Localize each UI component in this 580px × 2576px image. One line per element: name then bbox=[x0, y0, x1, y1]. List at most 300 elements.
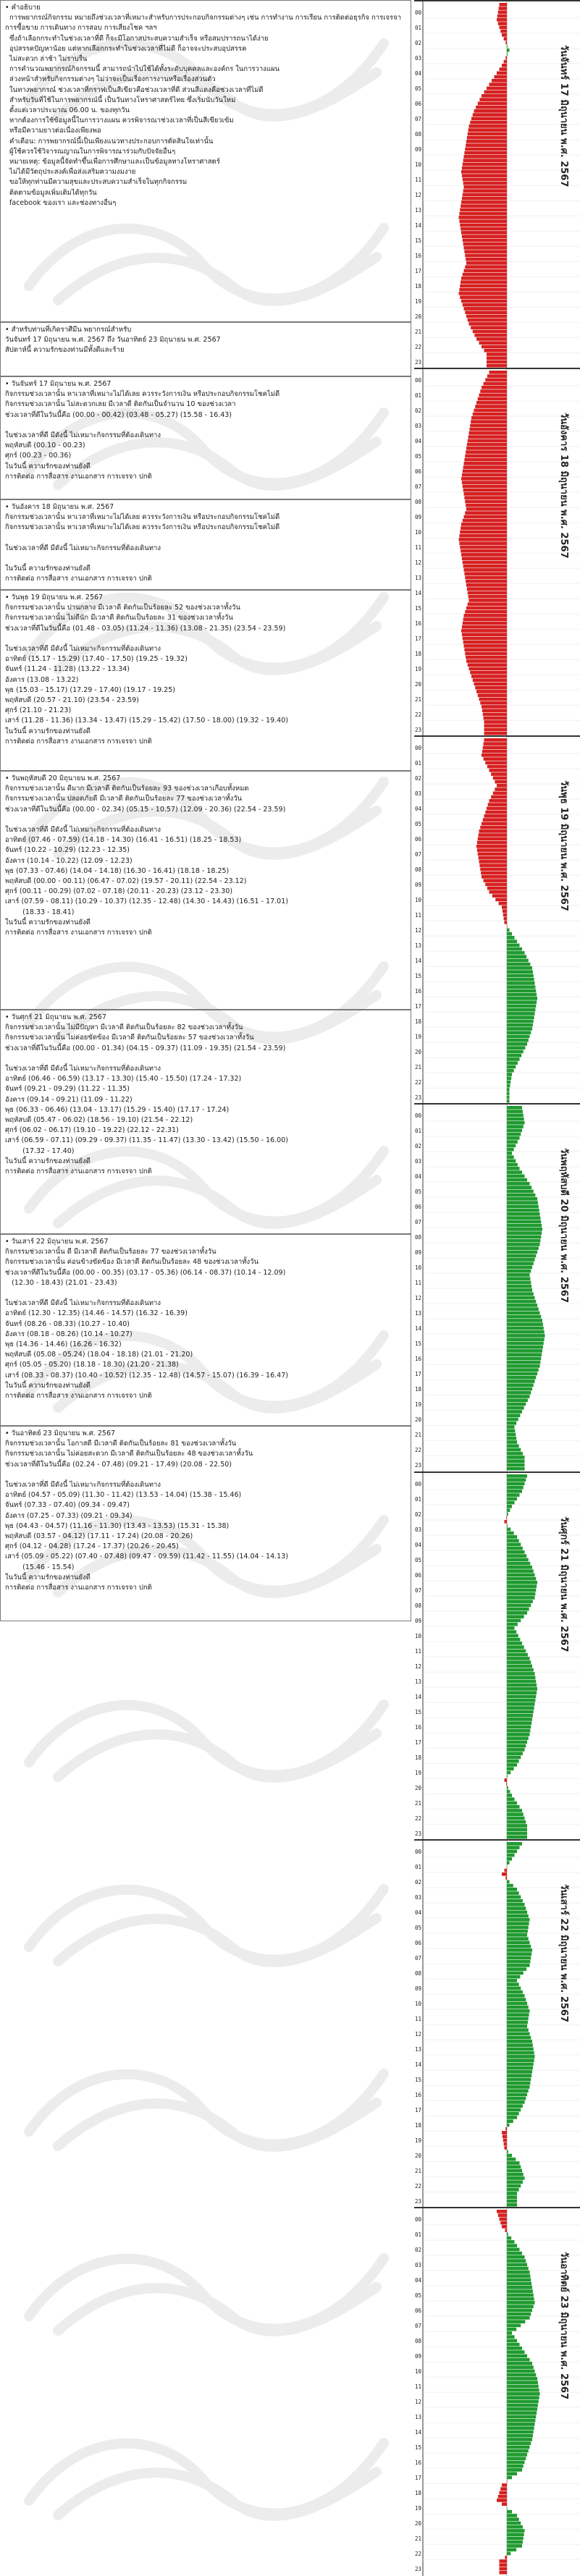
hour-tick-label: 12 bbox=[415, 2030, 422, 2037]
text-line: ในช่วงเวลาที่ดี มีดังนี้ ไม่เหมาะกิจกรรมที่ต้องเดินทาง bbox=[5, 1065, 161, 1073]
bad-time-bar bbox=[462, 473, 507, 477]
text-line: กิจกรรมช่วงเวลานั้น ไม่มีปัญหา มีเวลาดี ติดกันเป็นร้อยละ 82 ของช่วงเวลาทั้งวัน bbox=[5, 1023, 243, 1032]
bad-time-bar bbox=[468, 128, 507, 132]
hour-tick-label: 13 bbox=[415, 1310, 422, 1317]
bad-time-bar bbox=[468, 439, 507, 443]
text-line: พฤหัสบดี (03.57 - 04.12) (17.11 - 17.24) (20.08 - 20.26) bbox=[5, 1532, 193, 1541]
good-time-bar bbox=[507, 2449, 529, 2453]
good-time-bar bbox=[507, 2331, 512, 2335]
good-time-bar bbox=[507, 1733, 530, 1736]
bad-time-bar bbox=[460, 546, 507, 549]
good-time-bar bbox=[507, 1910, 527, 1914]
bad-time-bar bbox=[484, 725, 508, 728]
hour-tick-label: 10 bbox=[415, 897, 422, 904]
good-time-bar bbox=[507, 1835, 527, 1838]
text-line: อาทิตย์ (12.30 - 12.35) (14.46 - 14.57) (16.32 - 16.39) bbox=[5, 1309, 188, 1318]
good-time-bar bbox=[507, 1039, 529, 1042]
day-band bbox=[414, 0, 580, 368]
good-time-bar bbox=[507, 1062, 518, 1065]
bad-time-bar bbox=[464, 515, 508, 519]
good-time-bar bbox=[507, 1186, 531, 1190]
bad-time-bar bbox=[476, 106, 507, 109]
text-line: ศุกร์ (06.02 - 06.17) (19.10 - 19.22) (22.12 - 22.31) bbox=[5, 1126, 179, 1135]
hour-tick-label: 06 bbox=[415, 1571, 422, 1579]
text-line: ในวันนี้ ความรักของท่านยังดี bbox=[5, 1573, 91, 1582]
bad-time-bar bbox=[504, 917, 507, 921]
good-time-bar bbox=[507, 978, 534, 981]
hour-tick-label: 11 bbox=[415, 912, 422, 919]
good-time-bar bbox=[507, 1005, 536, 1008]
bad-time-bar bbox=[462, 633, 507, 636]
good-time-bar bbox=[507, 1258, 535, 1262]
good-time-bar bbox=[507, 1744, 526, 1747]
bad-time-bar bbox=[460, 284, 507, 288]
text-line: พุธ (04.43 - 04.57) (11.16 - 11.30) (13.43 - 13.53) (15.31 - 15.38) bbox=[5, 1521, 230, 1530]
day-activity-chart bbox=[414, 2208, 580, 2576]
bad-time-bar bbox=[466, 583, 507, 587]
hour-tick-label: 13 bbox=[415, 206, 422, 214]
text-line: ช่วงเวลาที่ดีในวันนี้คือ (00.00 - 02.34) (05.15 - 10.57) (12.09 - 20.36) (22.54 - 23.59) bbox=[5, 805, 286, 814]
good-time-bar bbox=[507, 2415, 536, 2418]
good-time-bar bbox=[507, 1702, 535, 1706]
good-time-bar bbox=[507, 1767, 514, 1770]
good-time-bar bbox=[507, 986, 535, 989]
good-time-bar bbox=[507, 1182, 530, 1186]
bad-time-bar bbox=[464, 572, 507, 575]
good-time-bar bbox=[507, 1296, 535, 1300]
text-line: กิจกรรมช่วงเวลานั้น หาเวลาที่เหมาะไม่ได้เลย ควรระวังการเงิน หรือประกอบกิจกรรมโชคไม่ดี bbox=[5, 523, 280, 532]
good-time-bar bbox=[507, 966, 532, 970]
good-time-bar bbox=[507, 1464, 525, 1467]
good-time-bar bbox=[507, 2460, 525, 2464]
text-line bbox=[5, 1288, 408, 1298]
bad-time-bar bbox=[504, 37, 507, 41]
good-time-bar bbox=[507, 2323, 521, 2327]
bad-time-bar bbox=[499, 902, 507, 905]
hour-tick-label: 00 bbox=[415, 376, 422, 384]
good-time-bar bbox=[507, 1672, 535, 1676]
good-time-bar bbox=[507, 1721, 531, 1725]
bad-time-bar bbox=[462, 197, 507, 200]
bad-time-bar bbox=[506, 1782, 507, 1786]
hour-tick-label: 17 bbox=[415, 1739, 422, 1746]
good-time-bar bbox=[507, 2453, 527, 2457]
bad-time-bar bbox=[484, 814, 508, 818]
bad-time-bar bbox=[466, 315, 507, 318]
good-time-bar bbox=[507, 2404, 538, 2407]
good-time-bar bbox=[507, 2082, 530, 2085]
text-line bbox=[5, 634, 408, 644]
good-time-bar bbox=[507, 2009, 530, 2013]
good-time-bar bbox=[507, 1657, 530, 1660]
good-time-bar bbox=[507, 2108, 521, 2111]
bad-time-bar bbox=[505, 1876, 507, 1880]
good-time-bar bbox=[507, 1801, 517, 1804]
bad-time-bar bbox=[468, 435, 507, 439]
good-time-bar bbox=[507, 1652, 528, 1656]
good-time-bar bbox=[507, 1384, 534, 1388]
hour-tick-label: 06 bbox=[415, 100, 422, 107]
day-band bbox=[414, 1471, 580, 1839]
watermark-swirl bbox=[14, 2414, 398, 2537]
good-time-bar bbox=[507, 2423, 535, 2426]
bad-time-bar bbox=[502, 33, 507, 37]
hour-tick-label: 06 bbox=[415, 2307, 422, 2314]
hour-tick-label: 20 bbox=[415, 2520, 422, 2527]
good-time-bar bbox=[507, 1531, 514, 1534]
good-time-bar bbox=[507, 1190, 534, 1194]
watermark-swirl bbox=[14, 2229, 398, 2352]
hour-tick-label: 03 bbox=[415, 422, 422, 429]
bad-time-bar bbox=[489, 890, 508, 894]
bad-time-bar bbox=[459, 541, 507, 545]
good-time-bar bbox=[507, 1236, 541, 1239]
bad-time-bar bbox=[459, 212, 507, 216]
text-block-sat bbox=[0, 1234, 411, 1426]
good-time-bar bbox=[507, 963, 530, 966]
bad-time-bar bbox=[482, 822, 507, 826]
hour-tick-label: 00 bbox=[415, 1112, 422, 1120]
text-line: จันทร์ (08.26 - 08.33) (10.27 - 10.40) bbox=[5, 1319, 130, 1328]
good-time-bar bbox=[507, 1350, 542, 1354]
hour-tick-label: 21 bbox=[415, 2167, 422, 2174]
good-time-bar bbox=[507, 2100, 525, 2104]
good-time-bar bbox=[507, 2335, 515, 2339]
text-line: กิจกรรมช่วงเวลานั้น ไม่ค่อยขัดข้อง มีเวลาดี ติดกันเป็นร้อยละ 57 ของช่วงเวลาทั้งวัน bbox=[5, 1034, 254, 1042]
text-line: • วันอังคาร 18 มิถุนายน พ.ศ. 2567 bbox=[5, 503, 114, 511]
hour-tick-label: 13 bbox=[415, 574, 422, 581]
good-time-bar bbox=[507, 1335, 545, 1338]
hour-tick-label: 17 bbox=[415, 635, 422, 642]
good-time-bar bbox=[507, 2441, 531, 2445]
bad-time-bar bbox=[462, 625, 507, 629]
good-time-bar bbox=[507, 1016, 534, 1020]
bad-time-bar bbox=[460, 531, 507, 534]
hour-tick-label: 05 bbox=[415, 1188, 422, 1196]
watermark-swirl bbox=[14, 1676, 398, 1799]
hour-tick-label: 21 bbox=[415, 328, 422, 335]
good-time-bar bbox=[507, 2347, 522, 2350]
good-time-bar bbox=[507, 1857, 512, 1861]
text-line: ในวันนี้ ความรักของท่านยังดี bbox=[5, 565, 91, 573]
good-time-bar bbox=[507, 1880, 510, 1883]
good-time-bar bbox=[507, 1081, 510, 1084]
bad-time-bar bbox=[484, 738, 508, 742]
text-line: พุธ (06.33 - 06.46) (13.04 - 13.17) (15.29 - 15.40) (17.17 - 17.24) bbox=[5, 1105, 230, 1114]
bad-time-bar bbox=[505, 1868, 508, 1872]
bad-time-bar bbox=[474, 683, 508, 686]
good-time-bar bbox=[507, 2070, 532, 2074]
good-time-bar bbox=[507, 1069, 514, 1073]
bad-time-bar bbox=[495, 788, 507, 792]
good-time-bar bbox=[507, 1831, 527, 1835]
good-time-bar bbox=[507, 2036, 531, 2040]
good-time-bar bbox=[507, 2358, 530, 2362]
bad-time-bar bbox=[502, 905, 507, 909]
good-time-bar bbox=[507, 1546, 523, 1550]
text-line: ในช่วงเวลาที่ดี มีดังนี้ ไม่เหมาะกิจกรรมที่ต้องเดินทาง bbox=[5, 1481, 161, 1490]
bad-time-bar bbox=[470, 121, 507, 124]
good-time-bar bbox=[507, 1576, 536, 1580]
bad-time-bar bbox=[491, 795, 507, 799]
text-line: อังคาร (10.14 - 10.22) (12.09 - 12.23) bbox=[5, 856, 133, 865]
bad-time-bar bbox=[503, 2134, 507, 2138]
text-line: หรือมีความยาวต่อเนื่องเพียงพอ bbox=[5, 127, 101, 135]
bad-time-bar bbox=[463, 242, 507, 246]
bad-time-bar bbox=[474, 334, 507, 337]
good-time-bar bbox=[507, 1129, 522, 1133]
bad-time-bar bbox=[474, 409, 508, 413]
bad-time-bar bbox=[478, 853, 507, 856]
good-time-bar bbox=[507, 2411, 537, 2415]
bad-time-bar bbox=[466, 607, 507, 610]
hour-tick-label: 09 bbox=[415, 1985, 422, 1992]
text-line: (17.32 - 17.40) bbox=[5, 1146, 75, 1155]
hour-tick-label: 22 bbox=[415, 1447, 422, 1454]
good-time-bar bbox=[507, 1895, 521, 1899]
good-time-bar bbox=[507, 1254, 536, 1258]
good-time-bar bbox=[507, 1281, 531, 1285]
good-time-bar bbox=[507, 2399, 539, 2403]
bad-time-bar bbox=[479, 698, 508, 701]
bad-time-bar bbox=[479, 864, 507, 868]
bad-time-bar bbox=[500, 2221, 507, 2225]
hour-tick-label: 08 bbox=[415, 866, 422, 874]
hour-tick-label: 10 bbox=[415, 2368, 422, 2375]
text-line: อาทิตย์ (04.57 - 05.09) (11.30 - 11.42) (13.53 - 14.04) (15.38 - 15.46) bbox=[5, 1491, 242, 1500]
good-time-bar bbox=[507, 1691, 537, 1694]
bad-time-bar bbox=[464, 644, 508, 648]
good-time-bar bbox=[507, 2001, 527, 2005]
bad-time-bar bbox=[483, 713, 507, 717]
bad-time-bar bbox=[507, 925, 508, 929]
bad-time-bar bbox=[465, 265, 507, 269]
good-time-bar bbox=[507, 1929, 528, 1933]
good-time-bar bbox=[507, 2328, 516, 2331]
good-time-bar bbox=[507, 1861, 510, 1865]
good-time-bar bbox=[507, 1933, 527, 1937]
good-time-bar bbox=[507, 2381, 538, 2384]
hour-tick-label: 06 bbox=[415, 468, 422, 475]
good-time-bar bbox=[507, 1558, 529, 1561]
good-time-bar bbox=[507, 1759, 519, 1762]
text-line: เสาร์ (05.09 - 05.22) (07.40 - 07.48) (09.47 - 09.59) (11.42 - 11.55) (14.04 - 14.13) bbox=[5, 1553, 288, 1561]
text-line: ช่วงเวลาที่ดีในวันนี้คือ (02.24 - 07.48) (09.21 - 17.49) (20.08 - 22.50) bbox=[5, 1460, 232, 1469]
bad-time-bar bbox=[469, 322, 508, 326]
bad-time-bar bbox=[503, 2138, 507, 2142]
text-line: อังคาร (07.25 - 07.33) (09.21 - 09.34) bbox=[5, 1511, 133, 1520]
hour-tick-label: 05 bbox=[415, 1924, 422, 1931]
bad-time-bar bbox=[484, 758, 507, 761]
good-time-bar bbox=[507, 2055, 535, 2058]
bad-time-bar bbox=[477, 841, 507, 845]
good-time-bar bbox=[507, 2301, 535, 2305]
good-time-bar bbox=[507, 2392, 540, 2396]
bad-time-bar bbox=[484, 90, 508, 94]
good-time-bar bbox=[507, 2259, 526, 2263]
hour-tick-label: 16 bbox=[415, 620, 422, 627]
good-time-bar bbox=[507, 1304, 537, 1307]
good-time-bar bbox=[507, 1441, 517, 1445]
hour-tick-label: 01 bbox=[415, 24, 422, 31]
good-time-bar bbox=[507, 2066, 533, 2070]
good-time-bar bbox=[507, 1054, 521, 1057]
good-time-bar bbox=[507, 997, 537, 1000]
bad-time-bar bbox=[478, 102, 507, 106]
good-time-bar bbox=[507, 2350, 525, 2354]
bad-time-bar bbox=[464, 492, 508, 496]
hour-tick-label: 10 bbox=[415, 1264, 422, 1272]
text-line: กิจกรรมช่วงเวลานั้น ดี มีเวลาดี ติดกันเป็นร้อยละ 77 ของช่วงเวลาทั้งวัน bbox=[5, 1248, 217, 1257]
day-activity-chart bbox=[414, 1, 580, 369]
bad-time-bar bbox=[484, 349, 508, 352]
hour-tick-label: 15 bbox=[415, 604, 422, 612]
good-time-bar bbox=[507, 2085, 530, 2089]
text-line: ช่วงเวลาที่ดีในวันนี้คือ (00.00 - 01.34) (04.15 - 09.37) (11.09 - 19.35) (21.54 - 23.59) bbox=[5, 1044, 286, 1052]
bad-time-bar bbox=[464, 462, 508, 465]
bad-time-bar bbox=[461, 477, 507, 481]
good-time-bar bbox=[507, 2255, 525, 2259]
good-time-bar bbox=[507, 955, 526, 959]
good-time-bar bbox=[507, 2362, 532, 2365]
text-line: พฤหัสบดี (00.00 - 00.11) (06.47 - 07.02) (19.57 - 20.11) (22.54 - 23.12) bbox=[5, 877, 247, 886]
good-time-bar bbox=[507, 1706, 534, 1710]
good-time-bar bbox=[507, 1354, 542, 1357]
good-time-bar bbox=[507, 1133, 521, 1136]
text-line: กิจกรรมช่วงเวลานั้น หาเวลาที่เหมาะไม่ได้เลย ควรระวังการเงิน หรือประกอบกิจกรรมโชคไม่ดี bbox=[5, 513, 280, 522]
hour-tick-label: 17 bbox=[415, 267, 422, 274]
good-time-bar bbox=[507, 1592, 535, 1595]
bad-time-bar bbox=[497, 18, 507, 22]
good-time-bar bbox=[507, 1550, 525, 1554]
bad-time-bar bbox=[482, 705, 507, 709]
good-time-bar bbox=[507, 2237, 511, 2240]
good-time-bar bbox=[507, 2077, 531, 2081]
bad-time-bar bbox=[484, 728, 508, 732]
good-time-bar bbox=[507, 1922, 529, 1925]
hour-tick-label: 09 bbox=[415, 1249, 422, 1257]
good-time-bar bbox=[507, 1148, 514, 1152]
good-time-bar bbox=[507, 959, 529, 963]
bad-time-bar bbox=[495, 75, 508, 79]
hour-tick-label: 08 bbox=[415, 130, 422, 138]
hour-tick-label: 16 bbox=[415, 2459, 422, 2466]
hour-tick-label: 03 bbox=[415, 2261, 422, 2268]
good-time-bar bbox=[507, 1050, 524, 1054]
hour-tick-label: 02 bbox=[415, 1878, 422, 1885]
good-time-bar bbox=[507, 2517, 519, 2521]
good-time-bar bbox=[507, 2389, 539, 2392]
good-time-bar bbox=[507, 1293, 534, 1296]
good-time-bar bbox=[507, 1508, 510, 1512]
good-time-bar bbox=[507, 1794, 512, 1797]
good-time-bar bbox=[507, 2457, 526, 2460]
bad-time-bar bbox=[479, 829, 508, 833]
text-line: ไม่สะดวก ล่าช้า ไม่ราบรื่น bbox=[5, 55, 88, 64]
good-time-bar bbox=[507, 947, 522, 951]
good-time-bar bbox=[507, 1300, 536, 1304]
hour-tick-label: 16 bbox=[415, 1356, 422, 1363]
hour-tick-label: 00 bbox=[415, 745, 422, 752]
good-time-bar bbox=[507, 951, 525, 955]
bad-time-bar bbox=[484, 717, 507, 720]
text-line: ในช่วงเวลาที่ดี มีดังนี้ ไม่เหมาะกิจกรรมที่ต้องเดินทาง bbox=[5, 1299, 161, 1308]
hour-tick-label: 01 bbox=[415, 760, 422, 767]
good-time-bar bbox=[507, 1493, 520, 1497]
bad-time-bar bbox=[463, 470, 507, 473]
bad-time-bar bbox=[484, 720, 508, 724]
bad-time-bar bbox=[505, 2556, 507, 2559]
text-block-summary bbox=[0, 322, 411, 376]
good-time-bar bbox=[507, 2438, 532, 2441]
good-time-bar bbox=[507, 2320, 525, 2323]
text-line: สำหรับวันที่ใช้ในการพยากรณ์นี้ เป็นวันทางโหราศาสตร์ไทย ซึ่งเริ่มนับวันใหม่ bbox=[5, 96, 236, 104]
text-block-sun bbox=[0, 1426, 411, 1621]
hour-tick-label: 14 bbox=[415, 221, 422, 229]
bad-time-bar bbox=[463, 465, 507, 469]
good-time-bar bbox=[507, 1944, 531, 1948]
day-label: วันพฤหัสบดี 20 มิถุนายน พ.ศ. 2567 bbox=[558, 1148, 569, 1304]
day-band bbox=[414, 2207, 580, 2575]
good-time-bar bbox=[507, 1391, 531, 1395]
text-line: ช่วงเวลาที่ดีในวันนี้คือ (00.00 - 00.35) (03.17 - 05.36) (06.14 - 08.37) (10.14 - 12.09) bbox=[5, 1268, 286, 1277]
bad-time-bar bbox=[495, 780, 507, 784]
good-time-bar bbox=[507, 2116, 517, 2119]
good-time-bar bbox=[507, 1330, 545, 1334]
text-line: ช่วงเวลาที่ดีในวันนี้คือ (00.00 - 00.42) (03.48 - 05.27) (15.58 - 16.43) bbox=[5, 410, 232, 419]
hour-tick-label: 10 bbox=[415, 1632, 422, 1639]
good-time-bar bbox=[507, 936, 515, 939]
bad-time-bar bbox=[485, 811, 507, 814]
good-time-bar bbox=[507, 1361, 540, 1364]
hour-tick-label: 23 bbox=[415, 358, 422, 366]
good-time-bar bbox=[507, 1615, 524, 1618]
day-activity-chart bbox=[414, 369, 580, 737]
good-time-bar bbox=[507, 1403, 526, 1406]
good-time-bar bbox=[507, 1160, 516, 1163]
good-time-bar bbox=[507, 1804, 520, 1808]
hour-tick-label: 14 bbox=[415, 1325, 422, 1333]
good-time-bar bbox=[507, 1239, 540, 1243]
bad-time-bar bbox=[469, 124, 508, 128]
bad-time-bar bbox=[500, 2217, 508, 2221]
bad-time-bar bbox=[487, 374, 507, 378]
good-time-bar bbox=[507, 1077, 511, 1081]
good-time-bar bbox=[507, 1042, 527, 1046]
bad-time-bar bbox=[488, 803, 507, 807]
bad-time-bar bbox=[500, 67, 508, 71]
good-time-bar bbox=[507, 1433, 516, 1437]
hour-tick-label: 18 bbox=[415, 2121, 422, 2129]
bad-time-bar bbox=[461, 231, 507, 235]
bad-time-bar bbox=[483, 746, 507, 750]
good-time-bar bbox=[507, 2232, 508, 2236]
good-time-bar bbox=[507, 1273, 530, 1277]
bad-time-bar bbox=[500, 2567, 508, 2570]
bad-time-bar bbox=[500, 2563, 508, 2567]
text-line: กิจกรรมช่วงเวลานั้น ไม่สะดวกเลย มีเวลาดี ติดกันเป็นจำนวน 10 ของช่วงเวลา bbox=[5, 400, 236, 409]
bad-time-bar bbox=[461, 276, 507, 280]
watermark-swirl bbox=[14, 2045, 398, 2168]
hour-tick-label: 20 bbox=[415, 1416, 422, 1424]
bad-time-bar bbox=[464, 614, 508, 617]
good-time-bar bbox=[507, 1338, 545, 1342]
good-time-bar bbox=[507, 2024, 527, 2028]
good-time-bar bbox=[507, 1467, 525, 1471]
bad-time-bar bbox=[462, 557, 507, 560]
text-line: ในช่วงเวลาที่ดี มีดังนี้ ไม่เหมาะกิจกรรมที่ต้องเดินทาง bbox=[5, 645, 161, 654]
hour-tick-label: 07 bbox=[415, 483, 422, 490]
